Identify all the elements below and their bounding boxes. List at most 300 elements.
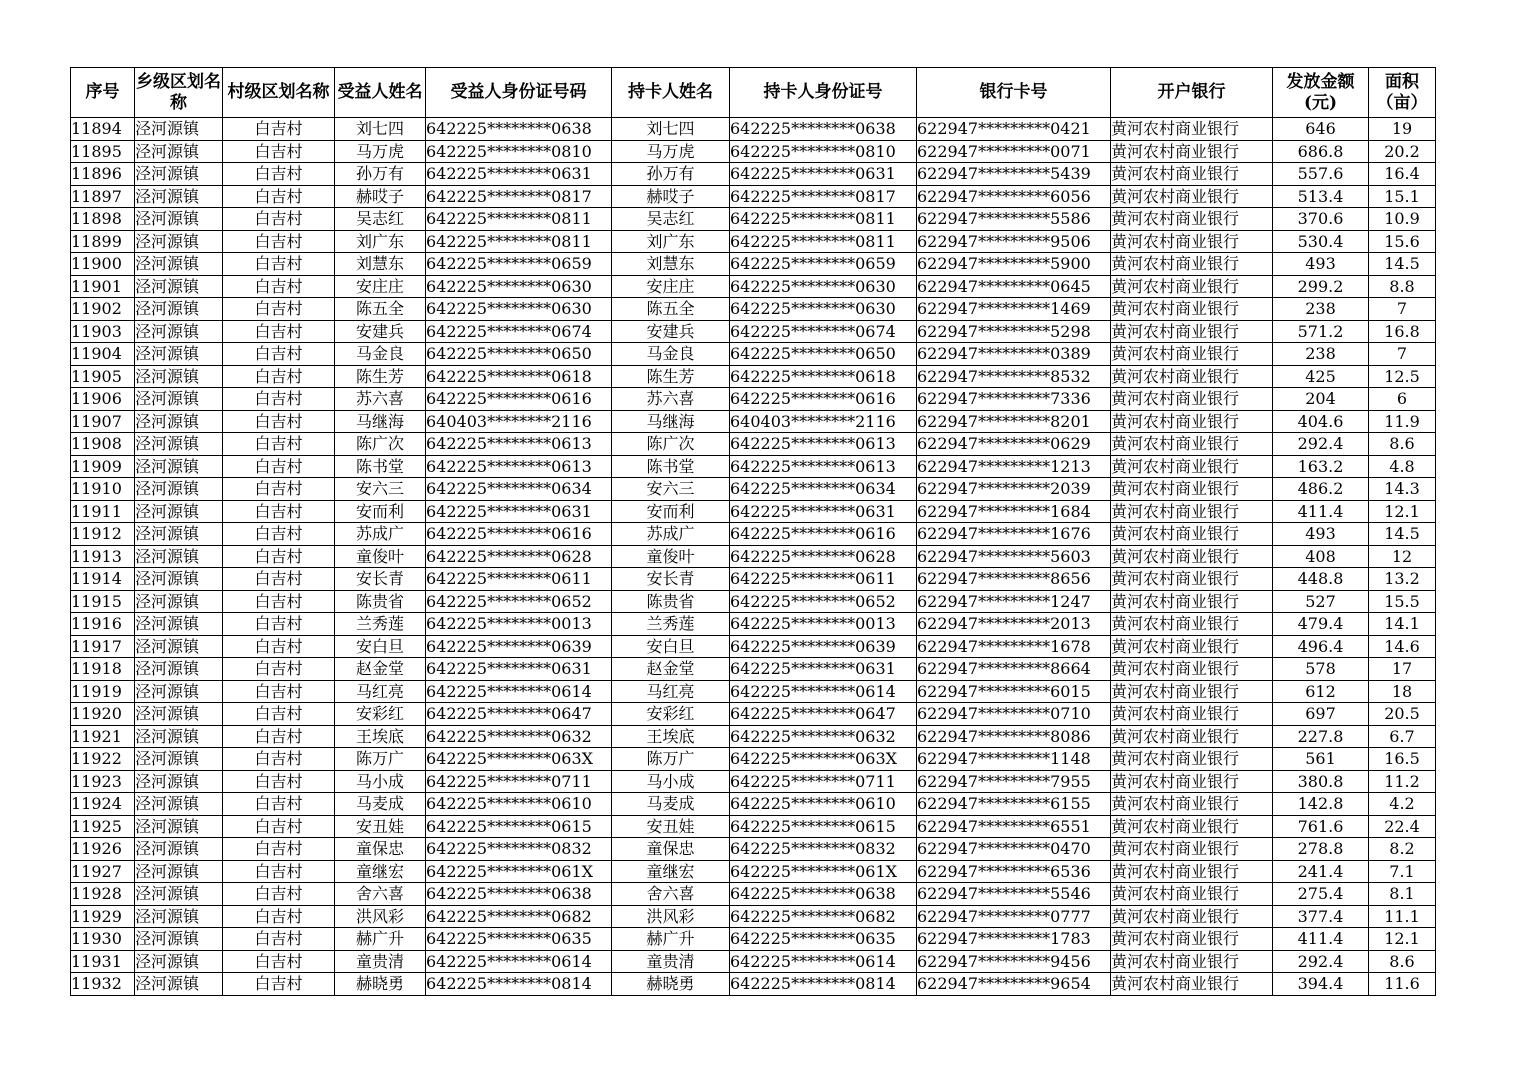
- amount-cell: 530.4: [1273, 230, 1369, 253]
- village-cell: 白吉村: [223, 455, 335, 478]
- cardholder-id-cell: 642225********0682: [730, 905, 917, 928]
- beneficiary-name-cell: 苏六喜: [335, 388, 426, 411]
- index-cell: 11922: [71, 748, 135, 771]
- beneficiary-id-cell: 642225********0616: [426, 523, 612, 546]
- bank-card-cell: 622947*********1684: [917, 500, 1111, 523]
- beneficiary-id-cell: 642225********0817: [426, 185, 612, 208]
- beneficiary-id-cell: 640403********2116: [426, 410, 612, 433]
- beneficiary-id-cell: 642225********0013: [426, 613, 612, 636]
- index-cell: 11919: [71, 680, 135, 703]
- area-cell: 16.8: [1369, 320, 1436, 343]
- table-row: [71, 568, 1436, 591]
- table-row: [71, 478, 1436, 501]
- beneficiary-name-cell: 陈贵省: [335, 590, 426, 613]
- beneficiary-id-cell: 642225********0647: [426, 703, 612, 726]
- bank-card-cell: 622947*********6155: [917, 793, 1111, 816]
- village-cell: 白吉村: [223, 230, 335, 253]
- bank-card-cell: 622947*********6056: [917, 185, 1111, 208]
- area-cell: 7: [1369, 343, 1436, 366]
- col-header-index: 序号: [71, 68, 135, 118]
- beneficiary-id-cell: 642225********0631: [426, 658, 612, 681]
- col-header-area: 面积（亩）: [1369, 68, 1436, 118]
- township-cell: 泾河源镇: [135, 793, 223, 816]
- subsidy-table: [70, 67, 1436, 996]
- bank-card-cell: 622947*********0645: [917, 275, 1111, 298]
- cardholder-name-cell: 安彩红: [612, 703, 730, 726]
- village-cell: 白吉村: [223, 568, 335, 591]
- beneficiary-name-cell: 安白旦: [335, 635, 426, 658]
- area-cell: 14.5: [1369, 523, 1436, 546]
- bank-card-cell: 622947*********1148: [917, 748, 1111, 771]
- table-row: [71, 680, 1436, 703]
- beneficiary-name-cell: 陈万广: [335, 748, 426, 771]
- beneficiary-name-cell: 苏成广: [335, 523, 426, 546]
- index-cell: 11932: [71, 973, 135, 996]
- table-row: [71, 455, 1436, 478]
- township-cell: 泾河源镇: [135, 883, 223, 906]
- township-cell: 泾河源镇: [135, 118, 223, 141]
- index-cell: 11907: [71, 410, 135, 433]
- area-cell: 14.5: [1369, 253, 1436, 276]
- bank-card-cell: 622947*********8086: [917, 725, 1111, 748]
- area-cell: 4.8: [1369, 455, 1436, 478]
- table-row: [71, 590, 1436, 613]
- table-row: [71, 703, 1436, 726]
- bank-cell: 黄河农村商业银行: [1111, 748, 1273, 771]
- beneficiary-id-cell: 642225********0613: [426, 433, 612, 456]
- village-cell: 白吉村: [223, 703, 335, 726]
- beneficiary-id-cell: 642225********0615: [426, 815, 612, 838]
- bank-card-cell: 622947*********5439: [917, 163, 1111, 186]
- village-cell: 白吉村: [223, 635, 335, 658]
- bank-cell: 黄河农村商业银行: [1111, 365, 1273, 388]
- township-cell: 泾河源镇: [135, 253, 223, 276]
- bank-card-cell: 622947*********9456: [917, 950, 1111, 973]
- bank-cell: 黄河农村商业银行: [1111, 478, 1273, 501]
- table-row: [71, 118, 1436, 141]
- index-cell: 11910: [71, 478, 135, 501]
- beneficiary-id-cell: 642225********0674: [426, 320, 612, 343]
- cardholder-id-cell: 642225********0631: [730, 658, 917, 681]
- beneficiary-id-cell: 642225********0616: [426, 388, 612, 411]
- cardholder-name-cell: 舍六喜: [612, 883, 730, 906]
- beneficiary-name-cell: 马小成: [335, 770, 426, 793]
- beneficiary-name-cell: 兰秀莲: [335, 613, 426, 636]
- cardholder-id-cell: 642225********0628: [730, 545, 917, 568]
- bank-cell: 黄河农村商业银行: [1111, 140, 1273, 163]
- table-row: [71, 883, 1436, 906]
- beneficiary-id-cell: 642225********0659: [426, 253, 612, 276]
- bank-cell: 黄河农村商业银行: [1111, 635, 1273, 658]
- bank-cell: 黄河农村商业银行: [1111, 928, 1273, 951]
- cardholder-name-cell: 孙万有: [612, 163, 730, 186]
- township-cell: 泾河源镇: [135, 185, 223, 208]
- bank-card-cell: 622947*********6536: [917, 860, 1111, 883]
- cardholder-id-cell: 642225********061X: [730, 860, 917, 883]
- cardholder-id-cell: 642225********0810: [730, 140, 917, 163]
- index-cell: 11921: [71, 725, 135, 748]
- cardholder-name-cell: 安丑娃: [612, 815, 730, 838]
- cardholder-name-cell: 安庄庄: [612, 275, 730, 298]
- area-cell: 15.1: [1369, 185, 1436, 208]
- village-cell: 白吉村: [223, 658, 335, 681]
- amount-cell: 448.8: [1273, 568, 1369, 591]
- amount-cell: 404.6: [1273, 410, 1369, 433]
- village-cell: 白吉村: [223, 838, 335, 861]
- table-row: [71, 905, 1436, 928]
- township-cell: 泾河源镇: [135, 568, 223, 591]
- amount-cell: 557.6: [1273, 163, 1369, 186]
- township-cell: 泾河源镇: [135, 523, 223, 546]
- area-cell: 8.1: [1369, 883, 1436, 906]
- bank-card-cell: 622947*********0421: [917, 118, 1111, 141]
- cardholder-id-cell: 642225********063X: [730, 748, 917, 771]
- cardholder-name-cell: 洪风彩: [612, 905, 730, 928]
- cardholder-name-cell: 童继宏: [612, 860, 730, 883]
- beneficiary-id-cell: 642225********0630: [426, 298, 612, 321]
- village-cell: 白吉村: [223, 410, 335, 433]
- index-cell: 11918: [71, 658, 135, 681]
- cardholder-id-cell: 642225********0618: [730, 365, 917, 388]
- village-cell: 白吉村: [223, 950, 335, 973]
- table-row: [71, 185, 1436, 208]
- amount-cell: 496.4: [1273, 635, 1369, 658]
- area-cell: 16.4: [1369, 163, 1436, 186]
- index-cell: 11916: [71, 613, 135, 636]
- cardholder-name-cell: 兰秀莲: [612, 613, 730, 636]
- bank-cell: 黄河农村商业银行: [1111, 523, 1273, 546]
- area-cell: 4.2: [1369, 793, 1436, 816]
- beneficiary-id-cell: 642225********0814: [426, 973, 612, 996]
- cardholder-name-cell: 苏六喜: [612, 388, 730, 411]
- village-cell: 白吉村: [223, 365, 335, 388]
- amount-cell: 411.4: [1273, 928, 1369, 951]
- cardholder-id-cell: 642225********0615: [730, 815, 917, 838]
- beneficiary-id-cell: 642225********0630: [426, 275, 612, 298]
- col-header-bank-card: 银行卡号: [917, 68, 1111, 118]
- table-row: [71, 208, 1436, 231]
- amount-cell: 163.2: [1273, 455, 1369, 478]
- township-cell: 泾河源镇: [135, 298, 223, 321]
- village-cell: 白吉村: [223, 590, 335, 613]
- cardholder-id-cell: 642225********0674: [730, 320, 917, 343]
- index-cell: 11915: [71, 590, 135, 613]
- cardholder-name-cell: 马小成: [612, 770, 730, 793]
- index-cell: 11894: [71, 118, 135, 141]
- village-cell: 白吉村: [223, 860, 335, 883]
- beneficiary-name-cell: 童继宏: [335, 860, 426, 883]
- cardholder-id-cell: 642225********0616: [730, 523, 917, 546]
- area-cell: 12: [1369, 545, 1436, 568]
- cardholder-id-cell: 642225********0614: [730, 950, 917, 973]
- amount-cell: 493: [1273, 523, 1369, 546]
- beneficiary-name-cell: 赫广升: [335, 928, 426, 951]
- village-cell: 白吉村: [223, 815, 335, 838]
- bank-card-cell: 622947*********8664: [917, 658, 1111, 681]
- beneficiary-name-cell: 赫晓勇: [335, 973, 426, 996]
- village-cell: 白吉村: [223, 320, 335, 343]
- cardholder-id-cell: 642225********0638: [730, 118, 917, 141]
- township-cell: 泾河源镇: [135, 950, 223, 973]
- amount-cell: 561: [1273, 748, 1369, 771]
- amount-cell: 697: [1273, 703, 1369, 726]
- bank-card-cell: 622947*********0470: [917, 838, 1111, 861]
- bank-card-cell: 622947*********9654: [917, 973, 1111, 996]
- area-cell: 11.9: [1369, 410, 1436, 433]
- bank-card-cell: 622947*********8201: [917, 410, 1111, 433]
- table-row: [71, 545, 1436, 568]
- bank-cell: 黄河农村商业银行: [1111, 433, 1273, 456]
- beneficiary-name-cell: 安长青: [335, 568, 426, 591]
- township-cell: 泾河源镇: [135, 343, 223, 366]
- area-cell: 7: [1369, 298, 1436, 321]
- bank-cell: 黄河农村商业银行: [1111, 185, 1273, 208]
- township-cell: 泾河源镇: [135, 545, 223, 568]
- amount-cell: 241.4: [1273, 860, 1369, 883]
- township-cell: 泾河源镇: [135, 478, 223, 501]
- beneficiary-name-cell: 马继海: [335, 410, 426, 433]
- index-cell: 11904: [71, 343, 135, 366]
- cardholder-id-cell: 642225********0630: [730, 275, 917, 298]
- col-header-village: 村级区划名称: [223, 68, 335, 118]
- table-row: [71, 275, 1436, 298]
- beneficiary-name-cell: 安建兵: [335, 320, 426, 343]
- beneficiary-id-cell: 642225********0650: [426, 343, 612, 366]
- index-cell: 11899: [71, 230, 135, 253]
- bank-cell: 黄河农村商业银行: [1111, 163, 1273, 186]
- amount-cell: 275.4: [1273, 883, 1369, 906]
- amount-cell: 227.8: [1273, 725, 1369, 748]
- bank-cell: 黄河农村商业银行: [1111, 545, 1273, 568]
- cardholder-name-cell: 安而利: [612, 500, 730, 523]
- col-header-beneficiary-name: 受益人姓名: [335, 68, 426, 118]
- township-cell: 泾河源镇: [135, 388, 223, 411]
- beneficiary-id-cell: 642225********0628: [426, 545, 612, 568]
- beneficiary-name-cell: 安丑娃: [335, 815, 426, 838]
- beneficiary-id-cell: 642225********0682: [426, 905, 612, 928]
- township-cell: 泾河源镇: [135, 680, 223, 703]
- township-cell: 泾河源镇: [135, 815, 223, 838]
- beneficiary-name-cell: 陈广次: [335, 433, 426, 456]
- bank-card-cell: 622947*********2039: [917, 478, 1111, 501]
- beneficiary-name-cell: 陈生芳: [335, 365, 426, 388]
- cardholder-name-cell: 马金良: [612, 343, 730, 366]
- amount-cell: 299.2: [1273, 275, 1369, 298]
- table-row: [71, 973, 1436, 996]
- col-header-beneficiary-id: 受益人身份证号码: [426, 68, 612, 118]
- cardholder-name-cell: 苏成广: [612, 523, 730, 546]
- cardholder-id-cell: 642225********0634: [730, 478, 917, 501]
- table-row: [71, 230, 1436, 253]
- amount-cell: 278.8: [1273, 838, 1369, 861]
- bank-card-cell: 622947*********6551: [917, 815, 1111, 838]
- bank-card-cell: 622947*********5298: [917, 320, 1111, 343]
- village-cell: 白吉村: [223, 388, 335, 411]
- amount-cell: 394.4: [1273, 973, 1369, 996]
- beneficiary-name-cell: 安彩红: [335, 703, 426, 726]
- area-cell: 11.6: [1369, 973, 1436, 996]
- amount-cell: 578: [1273, 658, 1369, 681]
- bank-cell: 黄河农村商业银行: [1111, 568, 1273, 591]
- table-row: [71, 253, 1436, 276]
- area-cell: 6: [1369, 388, 1436, 411]
- village-cell: 白吉村: [223, 208, 335, 231]
- bank-card-cell: 622947*********7336: [917, 388, 1111, 411]
- village-cell: 白吉村: [223, 905, 335, 928]
- bank-card-cell: 622947*********9506: [917, 230, 1111, 253]
- cardholder-id-cell: 642225********0631: [730, 500, 917, 523]
- bank-cell: 黄河农村商业银行: [1111, 500, 1273, 523]
- table-row: [71, 928, 1436, 951]
- cardholder-id-cell: 642225********0614: [730, 680, 917, 703]
- cardholder-name-cell: 吴志红: [612, 208, 730, 231]
- beneficiary-id-cell: 642225********0811: [426, 230, 612, 253]
- cardholder-name-cell: 马万虎: [612, 140, 730, 163]
- cardholder-id-cell: 642225********0611: [730, 568, 917, 591]
- bank-cell: 黄河农村商业银行: [1111, 343, 1273, 366]
- bank-cell: 黄河农村商业银行: [1111, 388, 1273, 411]
- cardholder-id-cell: 642225********0814: [730, 973, 917, 996]
- beneficiary-name-cell: 赫哎子: [335, 185, 426, 208]
- index-cell: 11931: [71, 950, 135, 973]
- beneficiary-id-cell: 642225********0632: [426, 725, 612, 748]
- township-cell: 泾河源镇: [135, 455, 223, 478]
- cardholder-name-cell: 马红亮: [612, 680, 730, 703]
- index-cell: 11929: [71, 905, 135, 928]
- bank-card-cell: 622947*********5546: [917, 883, 1111, 906]
- amount-cell: 612: [1273, 680, 1369, 703]
- bank-cell: 黄河农村商业银行: [1111, 275, 1273, 298]
- beneficiary-id-cell: 642225********0638: [426, 883, 612, 906]
- amount-cell: 380.8: [1273, 770, 1369, 793]
- cardholder-name-cell: 陈广次: [612, 433, 730, 456]
- amount-cell: 292.4: [1273, 950, 1369, 973]
- index-cell: 11908: [71, 433, 135, 456]
- table-row: [71, 635, 1436, 658]
- amount-cell: 686.8: [1273, 140, 1369, 163]
- township-cell: 泾河源镇: [135, 320, 223, 343]
- amount-cell: 513.4: [1273, 185, 1369, 208]
- cardholder-id-cell: 642225********0635: [730, 928, 917, 951]
- cardholder-name-cell: 马继海: [612, 410, 730, 433]
- amount-cell: 238: [1273, 343, 1369, 366]
- beneficiary-id-cell: 642225********061X: [426, 860, 612, 883]
- cardholder-name-cell: 陈生芳: [612, 365, 730, 388]
- index-cell: 11901: [71, 275, 135, 298]
- table-row: [71, 658, 1436, 681]
- bank-cell: 黄河农村商业银行: [1111, 253, 1273, 276]
- cardholder-id-cell: 642225********0647: [730, 703, 917, 726]
- area-cell: 12.5: [1369, 365, 1436, 388]
- table-row: [71, 613, 1436, 636]
- header-row: [71, 68, 1436, 118]
- bank-cell: 黄河农村商业银行: [1111, 905, 1273, 928]
- township-cell: 泾河源镇: [135, 860, 223, 883]
- village-cell: 白吉村: [223, 343, 335, 366]
- township-cell: 泾河源镇: [135, 770, 223, 793]
- beneficiary-id-cell: 642225********0635: [426, 928, 612, 951]
- area-cell: 16.5: [1369, 748, 1436, 771]
- amount-cell: 479.4: [1273, 613, 1369, 636]
- township-cell: 泾河源镇: [135, 365, 223, 388]
- area-cell: 20.5: [1369, 703, 1436, 726]
- village-cell: 白吉村: [223, 253, 335, 276]
- cardholder-name-cell: 童俊叶: [612, 545, 730, 568]
- bank-cell: 黄河农村商业银行: [1111, 793, 1273, 816]
- village-cell: 白吉村: [223, 793, 335, 816]
- index-cell: 11926: [71, 838, 135, 861]
- beneficiary-name-cell: 洪风彩: [335, 905, 426, 928]
- beneficiary-name-cell: 舍六喜: [335, 883, 426, 906]
- amount-cell: 408: [1273, 545, 1369, 568]
- area-cell: 12.1: [1369, 500, 1436, 523]
- bank-card-cell: 622947*********1213: [917, 455, 1111, 478]
- township-cell: 泾河源镇: [135, 590, 223, 613]
- bank-cell: 黄河农村商业银行: [1111, 725, 1273, 748]
- beneficiary-id-cell: 642225********0711: [426, 770, 612, 793]
- village-cell: 白吉村: [223, 680, 335, 703]
- cardholder-id-cell: 642225********0631: [730, 163, 917, 186]
- bank-cell: 黄河农村商业银行: [1111, 838, 1273, 861]
- cardholder-id-cell: 642225********0632: [730, 725, 917, 748]
- beneficiary-id-cell: 642225********0832: [426, 838, 612, 861]
- col-header-township: 乡级区划名称: [135, 68, 223, 118]
- bank-cell: 黄河农村商业银行: [1111, 208, 1273, 231]
- cardholder-name-cell: 赫广升: [612, 928, 730, 951]
- area-cell: 15.5: [1369, 590, 1436, 613]
- table-row: [71, 298, 1436, 321]
- cardholder-name-cell: 陈贵省: [612, 590, 730, 613]
- cardholder-id-cell: 642225********0811: [730, 230, 917, 253]
- area-cell: 11.1: [1369, 905, 1436, 928]
- cardholder-name-cell: 陈万广: [612, 748, 730, 771]
- cardholder-id-cell: 642225********0659: [730, 253, 917, 276]
- index-cell: 11898: [71, 208, 135, 231]
- beneficiary-id-cell: 642225********0634: [426, 478, 612, 501]
- col-header-cardholder-name: 持卡人姓名: [612, 68, 730, 118]
- beneficiary-name-cell: 马麦成: [335, 793, 426, 816]
- amount-cell: 142.8: [1273, 793, 1369, 816]
- index-cell: 11906: [71, 388, 135, 411]
- bank-cell: 黄河农村商业银行: [1111, 680, 1273, 703]
- table-row: [71, 523, 1436, 546]
- table-row: [71, 793, 1436, 816]
- table-row: [71, 725, 1436, 748]
- beneficiary-id-cell: 642225********0652: [426, 590, 612, 613]
- index-cell: 11903: [71, 320, 135, 343]
- township-cell: 泾河源镇: [135, 928, 223, 951]
- table-row: [71, 343, 1436, 366]
- index-cell: 11909: [71, 455, 135, 478]
- village-cell: 白吉村: [223, 770, 335, 793]
- cardholder-id-cell: 642225********0650: [730, 343, 917, 366]
- index-cell: 11896: [71, 163, 135, 186]
- township-cell: 泾河源镇: [135, 410, 223, 433]
- bank-cell: 黄河农村商业银行: [1111, 613, 1273, 636]
- beneficiary-id-cell: 642225********0618: [426, 365, 612, 388]
- village-cell: 白吉村: [223, 613, 335, 636]
- township-cell: 泾河源镇: [135, 748, 223, 771]
- cardholder-id-cell: 642225********0616: [730, 388, 917, 411]
- bank-card-cell: 622947*********1678: [917, 635, 1111, 658]
- area-cell: 12.1: [1369, 928, 1436, 951]
- beneficiary-id-cell: 642225********0631: [426, 163, 612, 186]
- index-cell: 11924: [71, 793, 135, 816]
- area-cell: 8.6: [1369, 950, 1436, 973]
- beneficiary-id-cell: 642225********0811: [426, 208, 612, 231]
- bank-cell: 黄河农村商业银行: [1111, 658, 1273, 681]
- cardholder-id-cell: 642225********0711: [730, 770, 917, 793]
